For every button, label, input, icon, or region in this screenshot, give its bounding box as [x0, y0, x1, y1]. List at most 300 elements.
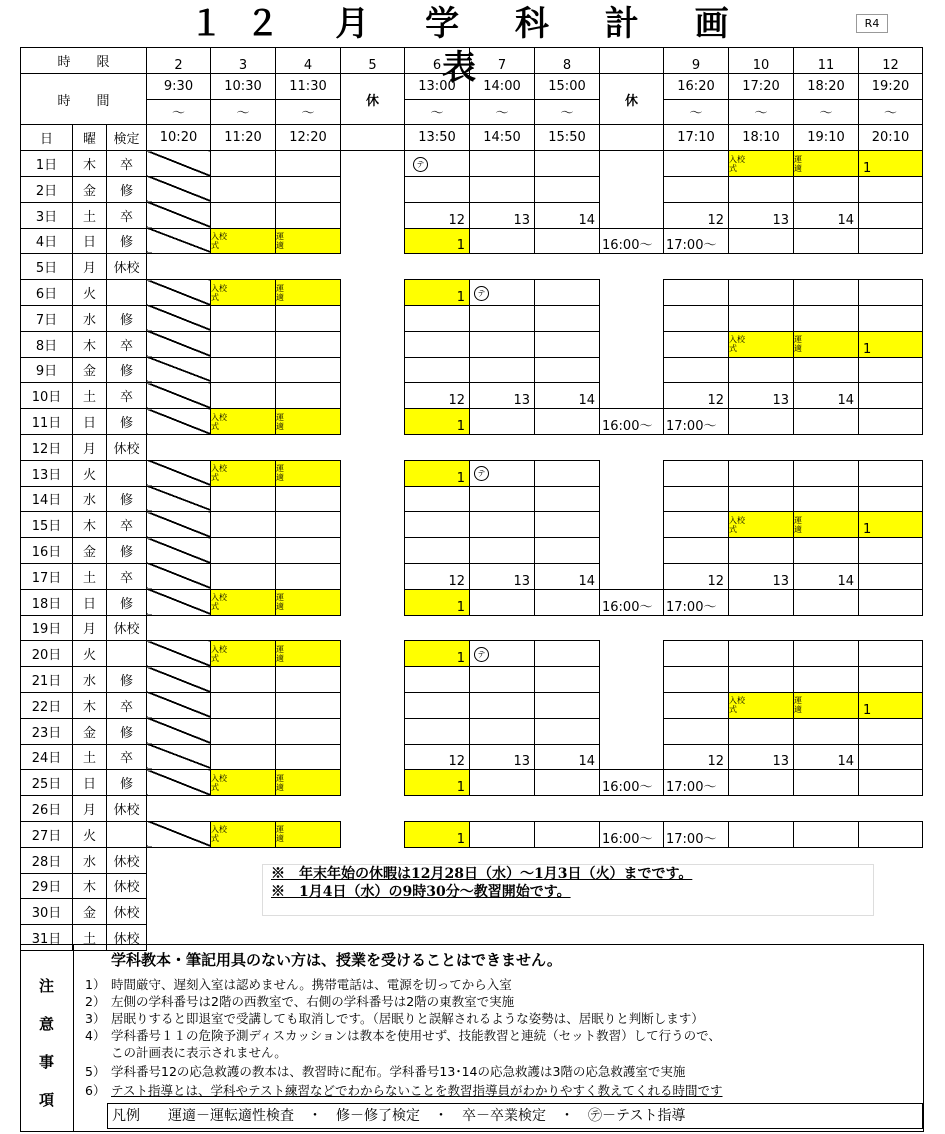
dow-text: 月: [82, 441, 96, 457]
closed-span: [147, 796, 923, 822]
kentei-cell: [107, 280, 147, 306]
kentei-text: 修: [119, 183, 133, 199]
unte-top: 運: [794, 335, 802, 345]
diagonal-cell: [147, 770, 211, 796]
slot-cell: [664, 692, 729, 718]
period-start: [859, 73, 923, 99]
period-header: [600, 48, 664, 74]
day-text: 14日: [31, 493, 62, 509]
slot-cell: [729, 770, 794, 796]
nyuko-bottom: 式: [729, 163, 737, 173]
notes-side-label: [21, 945, 74, 1131]
cell-text: 14: [837, 393, 854, 409]
test-mark-icon: テ: [474, 286, 489, 301]
break-column: [600, 460, 664, 486]
period-number: 9: [691, 57, 701, 73]
slot-cell: [859, 563, 923, 589]
kentei-cell: [107, 305, 147, 331]
nyuko-bottom: 式: [211, 240, 219, 250]
period-end: [859, 125, 923, 151]
slot-cell: [794, 667, 859, 693]
dow-text: 火: [82, 648, 96, 664]
notes-side-char: 事: [39, 1053, 55, 1071]
slot-cell: [729, 821, 794, 847]
tilde: ～: [560, 106, 574, 122]
kentei-cell: [107, 383, 147, 409]
unte-cell: [276, 228, 341, 254]
diagonal-cell: [147, 486, 211, 512]
unte-bottom: 適: [794, 163, 802, 173]
nyuko-bottom: 式: [729, 344, 737, 354]
tilde-cell: [405, 99, 470, 125]
note-item: [85, 1028, 721, 1044]
year-badge: R4: [856, 14, 888, 33]
unte-cell: [276, 460, 341, 486]
break-column: [341, 538, 405, 564]
kentei-cell: [107, 331, 147, 357]
break-column: [341, 512, 405, 538]
start-time: 13:00: [418, 78, 456, 94]
slot-cell: [276, 563, 341, 589]
note-text: 学科番号12の応急救護の教本は、教習時に配布。学科番号13･14の応急救護は3階の応急救護室で実施: [111, 1064, 686, 1079]
tilde: ～: [689, 106, 703, 122]
nyuko-cell: [729, 151, 794, 177]
diagonal-cell: [147, 176, 211, 202]
slot-cell: [859, 667, 923, 693]
day-text: 7日: [35, 312, 58, 328]
break-column: [600, 641, 664, 667]
dow-text: 木: [82, 699, 96, 715]
slot-cell: [405, 718, 470, 744]
kentei-cell: [107, 486, 147, 512]
slot-cell: [276, 305, 341, 331]
dow-cell: [73, 151, 107, 177]
slot-cell: [729, 357, 794, 383]
kentei-text: 修: [119, 545, 133, 561]
day-text: 17日: [31, 570, 62, 586]
one-mark: 1: [863, 522, 872, 538]
kentei-cell: [107, 641, 147, 667]
day-cell: [21, 821, 73, 847]
day-cell: [21, 641, 73, 667]
break-column: [341, 744, 405, 770]
diagonal-cell: [147, 692, 211, 718]
slot-cell: [600, 228, 664, 254]
slot-cell: [470, 589, 535, 615]
slot-cell: [211, 692, 276, 718]
one-mark: 1: [456, 651, 465, 667]
kentei-text: 修: [119, 364, 133, 380]
slot-cell: [859, 280, 923, 306]
note-item: [85, 977, 512, 993]
slot-cell: [729, 563, 794, 589]
break-column: [600, 176, 664, 202]
slot-cell: [470, 512, 535, 538]
period-header: [664, 48, 729, 74]
closed-span: [147, 434, 923, 460]
kentei-cell: [107, 667, 147, 693]
slot-cell: [276, 667, 341, 693]
slot-cell: [470, 667, 535, 693]
day-row: [21, 383, 923, 409]
slot-cell: [859, 228, 923, 254]
kentei-text: 休校: [113, 261, 140, 277]
kentei-text: 卒: [119, 751, 133, 767]
note-item: [85, 1045, 287, 1061]
day-row: [21, 615, 923, 641]
slot-cell: [211, 331, 276, 357]
slot-cell: [664, 512, 729, 538]
one-mark: 1: [456, 238, 465, 254]
tilde-cell: [794, 99, 859, 125]
break-column: [600, 486, 664, 512]
nyuko-top: 入校: [211, 644, 227, 654]
day-text: 11日: [31, 416, 62, 432]
day-row: [21, 744, 923, 770]
dow-text: 日: [82, 235, 96, 251]
dow-text: 月: [82, 803, 96, 818]
slot-cell: [405, 486, 470, 512]
slot-cell: [794, 357, 859, 383]
day-text: 2日: [35, 183, 58, 199]
unte-bottom: 適: [276, 653, 284, 663]
diagonal-cell: [147, 667, 211, 693]
dow-header: [73, 125, 107, 151]
slot-cell: [211, 538, 276, 564]
note-text: 居眠りすると即退室で受講しても取消しです。（居眠りと誤解されるような姿勢は、居眠りと判断します）: [111, 1011, 704, 1026]
cell-text: 13: [772, 754, 789, 770]
diagonal-cell: [147, 589, 211, 615]
slot-one-cell: [405, 280, 470, 306]
unte-top: 運: [276, 593, 284, 603]
day-text: 1日: [35, 158, 58, 174]
period-end: [664, 125, 729, 151]
unte-bottom: 適: [794, 524, 802, 534]
slot-one-cell: [405, 821, 470, 847]
jikan-label-text: 時 間: [57, 93, 110, 109]
slot-cell: [859, 357, 923, 383]
slot-cell: [470, 383, 535, 409]
note-text: 時間厳守、遅刻入室は認めません。携帯電話は、電源を切ってから入室: [111, 977, 512, 992]
day-text: 27日: [31, 828, 62, 844]
unte-cell: [276, 409, 341, 435]
dow-cell: [73, 202, 107, 228]
nyuko-cell: [729, 692, 794, 718]
slot-cell: [470, 821, 535, 847]
day-row: [21, 409, 923, 435]
dow-cell: [73, 228, 107, 254]
slot-cell: [664, 228, 729, 254]
dow-cell: [73, 744, 107, 770]
dow-text: 水: [82, 854, 96, 870]
break-column: [341, 770, 405, 796]
day-row: [21, 228, 923, 254]
break-column: [600, 744, 664, 770]
end-time: 14:50: [483, 130, 521, 146]
pre-time: 17:00～: [666, 418, 717, 434]
slot-cell: [535, 228, 600, 254]
day-text: 8日: [35, 338, 58, 354]
cell-text: 12: [707, 212, 724, 228]
slot-cell: [729, 228, 794, 254]
nyuko-top: 入校: [211, 773, 227, 783]
day-header: [21, 125, 73, 151]
note-text: この計画表に表示されません。: [111, 1045, 287, 1060]
slot-cell: [470, 538, 535, 564]
slot-cell: [535, 409, 600, 435]
slot-cell: [859, 305, 923, 331]
slot-one-cell: [859, 151, 923, 177]
slot-cell: [859, 409, 923, 435]
break-column: [341, 563, 405, 589]
note-number: 1）: [85, 977, 106, 992]
diagonal-cell: [147, 357, 211, 383]
dow-text: 金: [82, 364, 96, 380]
dow-cell: [73, 873, 107, 899]
start-time: 14:00: [483, 78, 521, 94]
unte-cell: [794, 512, 859, 538]
jigen-label: [21, 48, 147, 74]
kentei-header: [107, 125, 147, 151]
diagonal-cell: [147, 641, 211, 667]
dow-cell: [73, 589, 107, 615]
day-text: 25日: [31, 777, 62, 793]
kentei-text: 休校: [113, 622, 140, 638]
unte-bottom: 適: [276, 292, 284, 302]
slot-cell: [664, 409, 729, 435]
period-start: [276, 73, 341, 99]
kentei-cell: [107, 899, 147, 925]
nyuko-bottom: 式: [211, 782, 219, 792]
day-text: 26日: [31, 803, 62, 818]
slot-cell: [470, 305, 535, 331]
kentei-cell: [107, 821, 147, 847]
slot-cell: [535, 821, 600, 847]
cell-text: 14: [578, 393, 595, 409]
cell-text: 13: [513, 212, 530, 228]
kentei-cell: [107, 718, 147, 744]
unte-cell: [794, 331, 859, 357]
day-cell: [21, 254, 73, 280]
note-number: 6）: [85, 1083, 106, 1098]
day-text: 9日: [35, 364, 58, 380]
cell-text: 13: [772, 573, 789, 589]
note-item: [85, 1064, 685, 1080]
diagonal-cell: [147, 744, 211, 770]
nyuko-bottom: 式: [211, 653, 219, 663]
kentei-cell: [107, 460, 147, 486]
slot-cell: [859, 718, 923, 744]
dow-cell: [73, 357, 107, 383]
nyuko-cell: [729, 331, 794, 357]
dow-text: 土: [82, 209, 96, 225]
slot-cell: [211, 667, 276, 693]
day-text: 3日: [35, 209, 58, 225]
slot-one-cell: [405, 641, 470, 667]
slot-cell: [535, 692, 600, 718]
kentei-cell: [107, 176, 147, 202]
break-column: [341, 280, 405, 306]
slot-cell: [211, 512, 276, 538]
end-time: 17:10: [677, 130, 715, 146]
start-time: 17:20: [742, 78, 780, 94]
unte-cell: [276, 821, 341, 847]
slot-cell: [794, 280, 859, 306]
start-time: 16:20: [677, 78, 715, 94]
break-cell: [600, 73, 664, 125]
dow-cell: [73, 460, 107, 486]
end-time: 20:10: [871, 130, 910, 146]
slot-cell: [794, 538, 859, 564]
test-mark-icon: テ: [474, 466, 489, 481]
day-row: [21, 718, 923, 744]
slot-cell: [794, 821, 859, 847]
nyuko-cell: [211, 460, 276, 486]
slot-cell: [664, 305, 729, 331]
slot-cell: [664, 538, 729, 564]
kentei-cell: [107, 228, 147, 254]
pre-time: 16:00～: [602, 418, 653, 434]
slot-cell: [535, 512, 600, 538]
tilde: ～: [301, 106, 315, 122]
kentei-text: 修: [119, 416, 133, 432]
dow-text: 日: [82, 416, 96, 432]
slot-cell: [664, 667, 729, 693]
nyuko-top: 入校: [729, 335, 745, 345]
slot-one-cell: [405, 589, 470, 615]
period-number: 12: [882, 57, 899, 73]
kentei-cell: [107, 847, 147, 873]
slot-cell: [859, 460, 923, 486]
slot-cell: [211, 305, 276, 331]
kentei-cell: [107, 770, 147, 796]
period-end: [341, 125, 405, 151]
pre-time: 17:00～: [666, 599, 717, 615]
day-text: 13日: [31, 467, 62, 483]
dow-cell: [73, 718, 107, 744]
slot-cell: [859, 641, 923, 667]
kentei-text: 休校: [113, 803, 140, 818]
break-column: [341, 357, 405, 383]
day-text: 10日: [31, 390, 62, 406]
cell-text: 12: [707, 573, 724, 589]
kentei-cell: [107, 202, 147, 228]
slot-cell: [405, 538, 470, 564]
slot-cell: [729, 744, 794, 770]
end-time: 10:20: [159, 130, 198, 146]
page-title: １２ 月 学 科 計 画 表: [189, 4, 751, 88]
notes-side-char: 項: [39, 1091, 55, 1109]
slot-cell: [535, 641, 600, 667]
slot-cell: [276, 151, 341, 177]
period-header: [147, 48, 211, 74]
day-cell: [21, 176, 73, 202]
slot-cell: [794, 383, 859, 409]
slot-one-cell: [405, 460, 470, 486]
unte-top: 運: [794, 154, 802, 164]
unte-cell: [276, 770, 341, 796]
break-column: [341, 409, 405, 435]
break-column: [341, 331, 405, 357]
day-text: 21日: [31, 674, 62, 690]
kentei-text: 卒: [119, 570, 133, 586]
day-text: 5日: [35, 261, 58, 277]
dow-cell: [73, 641, 107, 667]
cell-text: 14: [578, 212, 595, 228]
end-time: 19:10: [807, 130, 845, 146]
slot-cell: [729, 202, 794, 228]
dow-cell: [73, 486, 107, 512]
tilde-cell: [729, 99, 794, 125]
day-cell: [21, 331, 73, 357]
break-column: [341, 589, 405, 615]
day-cell: [21, 563, 73, 589]
slot-cell: [664, 770, 729, 796]
period-end: [470, 125, 535, 151]
period-start: [794, 73, 859, 99]
unte-top: 運: [276, 825, 284, 835]
dow-text: 金: [82, 545, 96, 561]
day-cell: [21, 615, 73, 641]
start-time: 11:30: [289, 78, 327, 94]
day-row: [21, 202, 923, 228]
slot-cell: [664, 176, 729, 202]
dow-cell: [73, 331, 107, 357]
slot-cell: [405, 383, 470, 409]
unte-cell: [794, 692, 859, 718]
day-row: [21, 821, 923, 847]
cell-text: 13: [513, 393, 530, 409]
unte-bottom: 適: [276, 782, 284, 792]
kentei-text: 卒: [119, 209, 133, 225]
nyuko-bottom: 式: [729, 524, 737, 534]
kentei-cell: [107, 254, 147, 280]
slot-cell: [729, 176, 794, 202]
note-item: [85, 994, 514, 1010]
period-start: [729, 73, 794, 99]
diagonal-cell: [147, 538, 211, 564]
break-column: [600, 563, 664, 589]
cell-text: 14: [578, 754, 595, 770]
diagonal-cell: [147, 460, 211, 486]
day-text: 23日: [31, 725, 62, 741]
day-cell: [21, 667, 73, 693]
period-header: [535, 48, 600, 74]
day-row: [21, 796, 923, 822]
day-row: [21, 486, 923, 512]
slot-cell: [535, 744, 600, 770]
period-end: [729, 125, 794, 151]
cell-text: 12: [707, 393, 724, 409]
slot-cell: [729, 589, 794, 615]
diagonal-cell: [147, 228, 211, 254]
break-label: 休: [624, 93, 638, 109]
tilde-cell: [470, 99, 535, 125]
unte-top: 運: [276, 464, 284, 474]
unte-cell: [794, 151, 859, 177]
slot-cell: [276, 744, 341, 770]
slot-cell: [405, 357, 470, 383]
kentei-text: 卒: [119, 699, 133, 715]
slot-cell: [729, 280, 794, 306]
day-cell: [21, 357, 73, 383]
slot-cell: [535, 151, 600, 177]
cell-text: 13: [772, 212, 789, 228]
unte-top: 運: [276, 231, 284, 241]
kentei-text: 修: [119, 674, 133, 690]
cell-text: 13: [513, 754, 530, 770]
slot-cell: [276, 331, 341, 357]
